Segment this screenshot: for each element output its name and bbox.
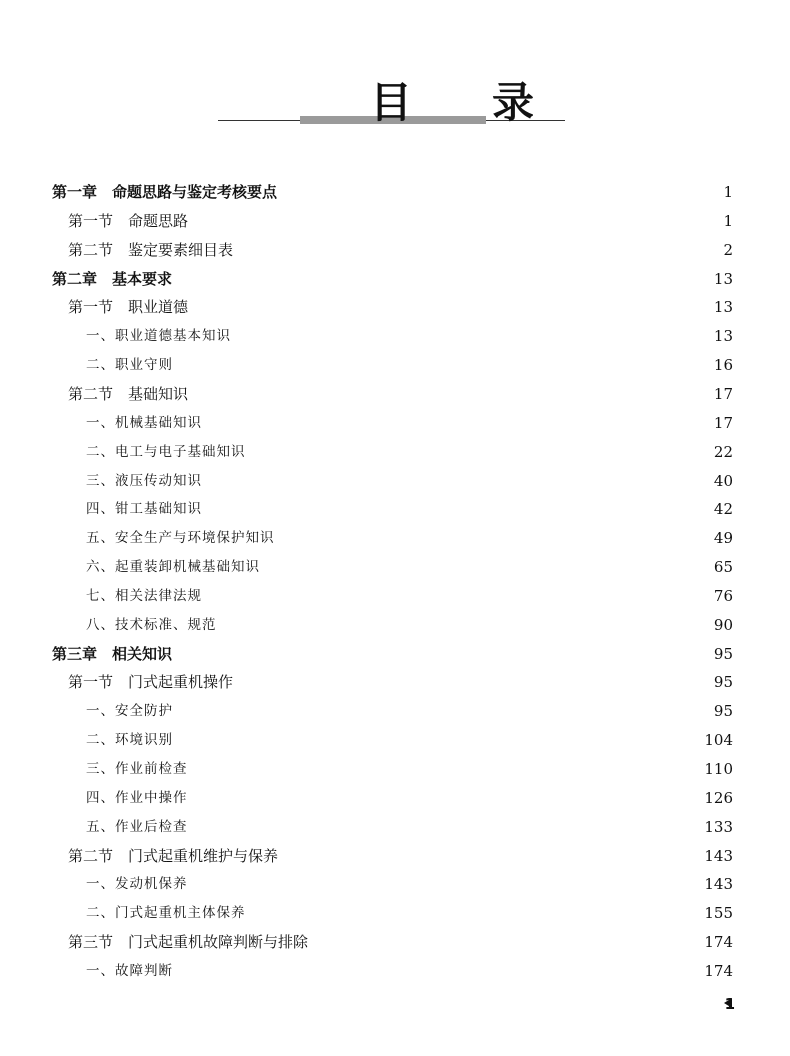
toc-entry-page: 90 [713,615,733,634]
toc-entry-title: 四、钳工基础知识 [86,501,202,518]
toc-entry-title: 八、技术标准、规范 [86,616,217,633]
toc-entry[interactable] [0,582,790,611]
toc-leader-dots [194,755,699,784]
toc-entry-page: 1 [723,183,733,201]
toc-entry-page: 143 [704,846,733,865]
toc-entry-page: 95 [713,644,733,663]
toc-entry[interactable] [0,409,790,438]
toc-entry[interactable] [0,351,790,380]
toc-leader-dots [208,409,708,438]
toc-leader-dots [208,582,708,611]
toc-leader-dots [194,784,699,813]
toc-entry-title: 第一章 命题思路与鉴定考核要点 [52,183,278,201]
toc-leader-dots [266,553,708,582]
toc-leader-dots [252,438,708,467]
toc-entry-title: 一、机械基础知识 [86,414,202,431]
toc-entry-page: 13 [713,327,733,346]
toc-entry-page: 104 [704,731,733,750]
toc-entry-page: 126 [704,788,733,807]
toc-leader-dots [179,726,698,755]
toc-entry[interactable] [0,380,790,409]
toc-entry[interactable] [0,957,790,986]
title-block [0,70,790,130]
toc-entry-page: 95 [713,673,733,692]
toc-entry-title: 第一节 职业道德 [68,298,189,317]
toc-entry[interactable] [0,293,790,322]
toc-entry-page: 1 [723,211,733,230]
toc-entry-title: 二、电工与电子基础知识 [86,443,246,460]
toc-entry[interactable] [0,236,790,265]
toc-leader-dots [179,697,708,726]
toc-entry-title: 第二节 鉴定要素细目表 [68,240,234,259]
toc-leader-dots [281,524,708,553]
toc-entry[interactable] [0,553,790,582]
toc-entry-title: 一、发动机保养 [86,876,188,893]
toc-entry[interactable] [0,438,790,467]
toc-entry-title: 五、作业后检查 [86,818,188,835]
toc-entry[interactable] [0,524,790,553]
toc-entry-title: 第二节 门式起重机维护与保养 [68,846,279,865]
toc-entry-page: 49 [713,529,733,548]
page-number: 1 [724,995,735,1013]
toc-entry-title: 四、作业中操作 [86,789,188,806]
toc-entry-page: 22 [713,442,733,461]
toc-leader-dots [194,380,708,409]
toc-entry-page: 174 [704,933,733,952]
toc-entry-title: 五、安全生产与环境保护知识 [86,530,275,547]
toc-entry[interactable] [0,755,790,784]
toc-entry-page: 95 [713,702,733,721]
toc-entry[interactable] [0,726,790,755]
toc-entry-title: 第二节 基础知识 [68,384,189,403]
toc-entry[interactable] [0,640,790,669]
toc-entry[interactable] [0,495,790,524]
toc-leader-dots [283,178,717,207]
toc-entry-title: 一、故障判断 [86,962,173,979]
toc-entry-page: 76 [713,586,733,605]
toc-entry-page: 40 [713,471,733,490]
toc-entry-title: 第三节 门式起重机故障判断与排除 [68,933,309,952]
toc-entry-page: 42 [713,500,733,519]
toc-entry-page: 143 [704,875,733,894]
toc-entry-page: 16 [713,356,733,375]
toc-entry[interactable] [0,842,790,871]
toc-entry-title: 七、相关法律法规 [86,587,202,604]
toc-entry[interactable] [0,899,790,928]
toc-entry-title: 第三章 相关知识 [52,644,173,663]
toc-leader-dots [239,236,717,265]
toc-leader-dots [208,495,708,524]
toc-entry[interactable] [0,784,790,813]
page-title: 目录 [370,78,615,127]
toc-entry[interactable] [0,322,790,351]
toc-entry-title: 三、作业前检查 [86,761,188,777]
toc-entry-page: 174 [704,961,733,980]
toc-entry[interactable] [0,697,790,726]
toc-entry-title: 二、环境识别 [86,732,173,749]
toc-leader-dots [179,351,708,380]
toc-leader-dots [194,813,699,842]
toc-entry-title: 二、职业守则 [86,357,173,374]
toc-entry[interactable] [0,467,790,496]
toc-entry[interactable] [0,265,790,294]
toc-entry-title: 第二章 基本要求 [52,269,173,288]
toc-leader-dots [194,293,708,322]
toc-leader-dots [194,870,699,899]
toc-entry-page: 17 [713,384,733,403]
toc-entry-page: 65 [713,558,733,577]
toc-entry-page: 2 [723,240,733,259]
toc-leader-dots [223,611,708,640]
toc-entry-title: 一、安全防护 [86,703,173,720]
toc-entry-title: 一、职业道德基本知识 [86,328,231,345]
toc-leader-dots [179,957,698,986]
toc-entry-page: 155 [704,904,733,923]
toc-entry-title: 三、液压传动知识 [86,472,202,489]
toc-entry[interactable] [0,668,790,697]
toc-leader-dots [178,265,708,294]
toc-leader-dots [208,467,708,496]
toc-entry-page: 13 [713,269,733,288]
toc-entry[interactable] [0,611,790,640]
toc-leader-dots [252,899,699,928]
toc-entry-page: 17 [713,413,733,432]
toc-entry-title: 第一节 命题思路 [68,211,189,230]
toc-leader-dots [239,668,708,697]
toc-entry-page: 13 [713,298,733,317]
toc-entry-page: 133 [704,817,733,836]
toc-entry-title: 第一节 门式起重机操作 [68,673,234,692]
toc-entry-title: 六、起重装卸机械基础知识 [86,559,260,576]
toc-entry-title: 二、门式起重机主体保养 [86,905,246,922]
toc-leader-dots [314,928,698,957]
toc-entry[interactable] [0,870,790,899]
toc-leader-dots [178,640,708,669]
toc-leader-dots [237,322,708,351]
toc-entry[interactable] [0,813,790,842]
toc-entry-page: 110 [704,760,733,778]
toc-entry[interactable] [0,207,790,236]
toc-entry[interactable] [0,928,790,957]
toc-entry[interactable] [0,178,790,207]
toc-leader-dots [194,207,717,236]
toc-leader-dots [284,842,698,871]
